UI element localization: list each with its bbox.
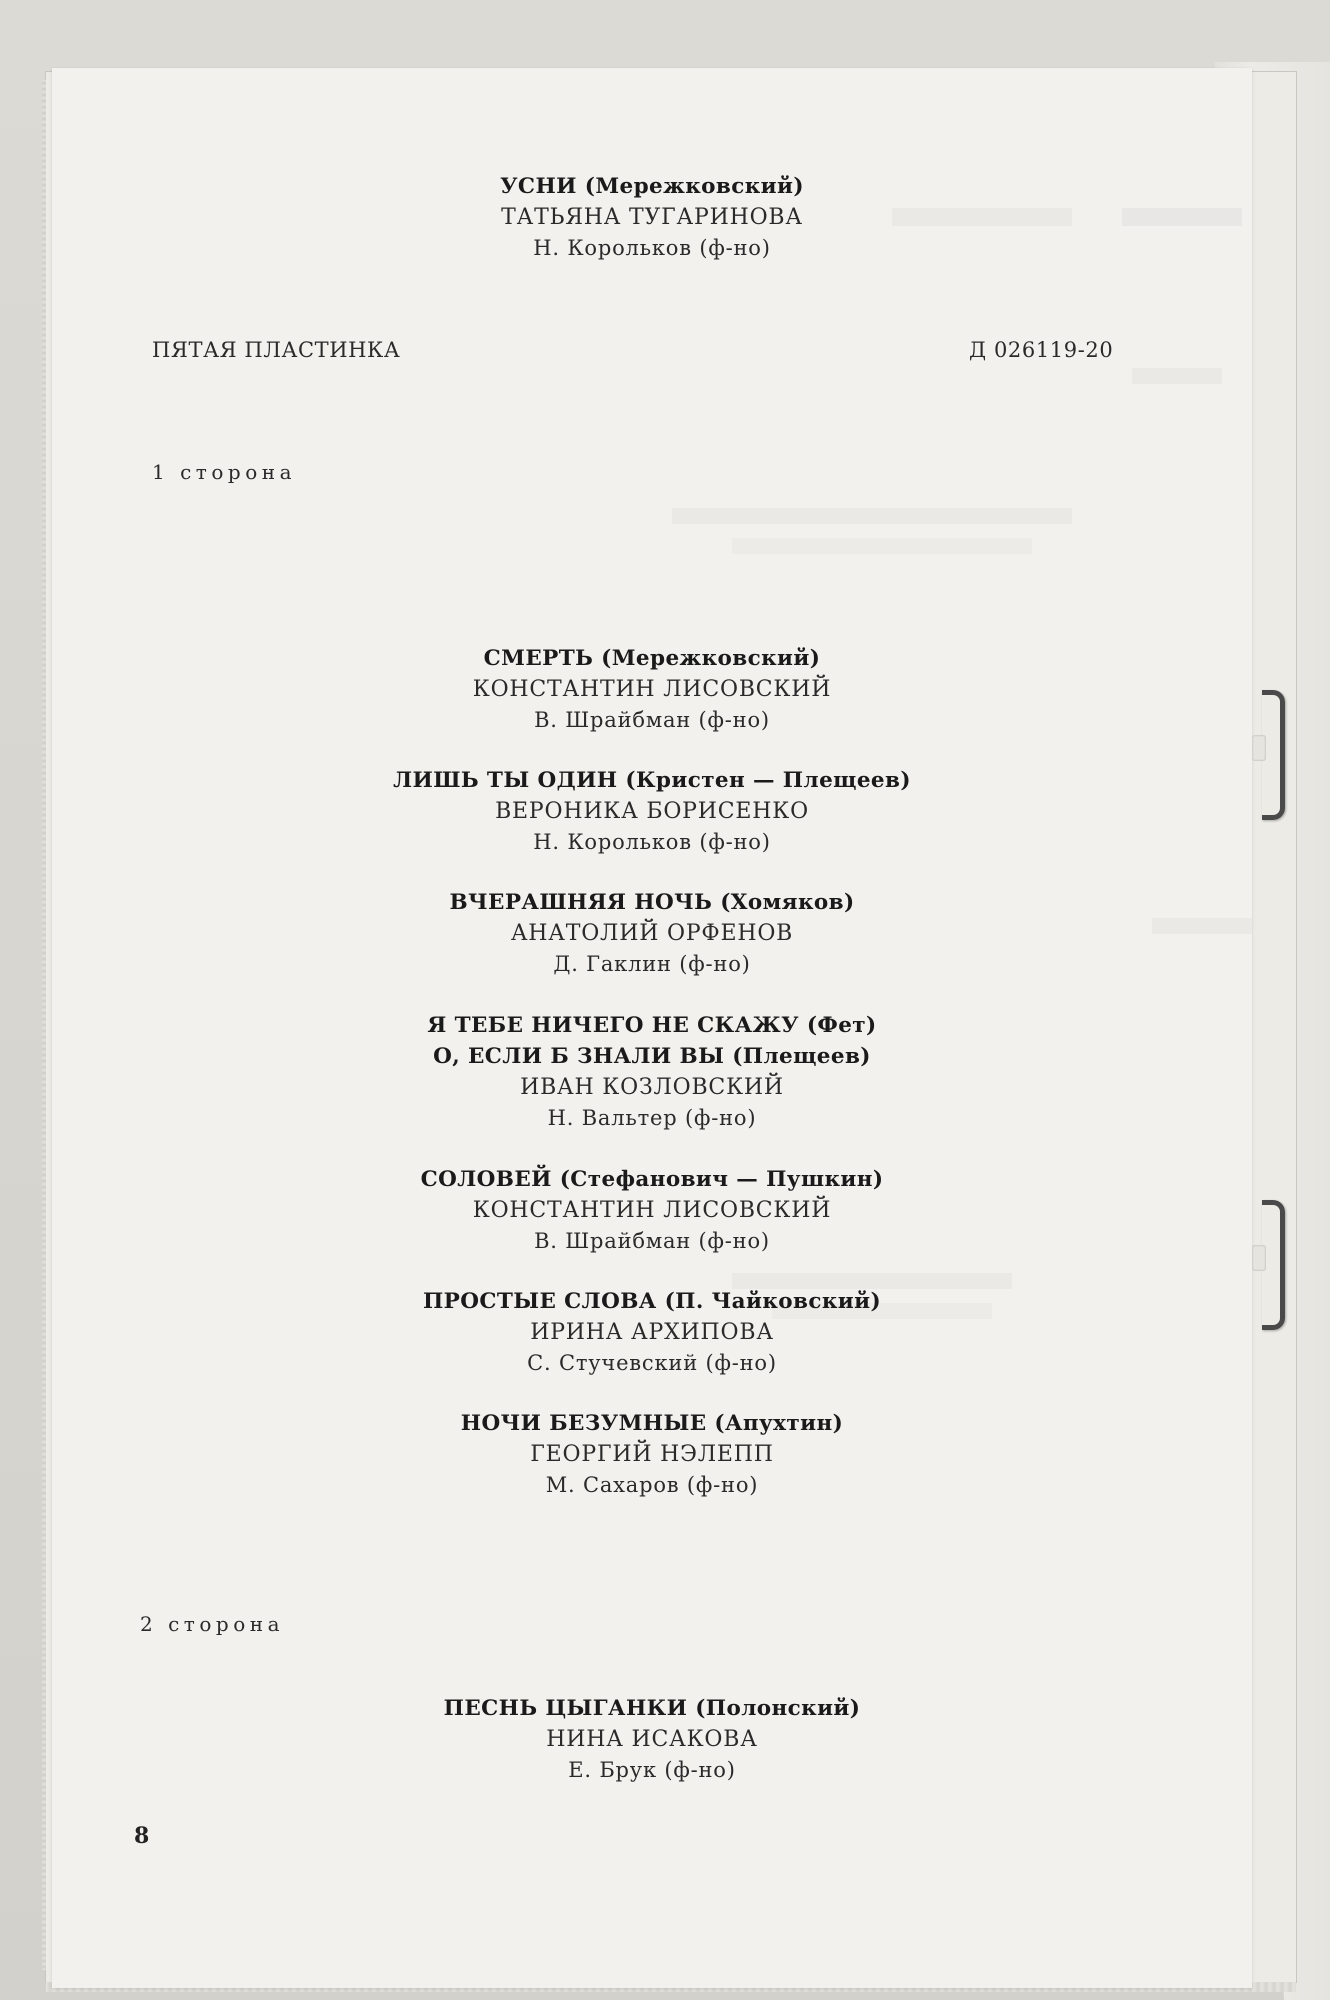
side-1-entry: [52, 1408, 1252, 1501]
performer: АНАТОЛИЙ ОРФЕНОВ: [510, 921, 794, 946]
staple-bottom: [1262, 1200, 1285, 1330]
performer: КОНСТАНТИН ЛИСОВСКИЙ: [472, 677, 832, 702]
accompanist: М. Сахаров (ф-но): [545, 1473, 759, 1497]
side-1-entry: [52, 1286, 1252, 1379]
side-2-label: 2 сторона: [140, 1612, 284, 1636]
page-number: 8: [134, 1823, 150, 1849]
accompanist: Н. Вальтер (ф-но): [547, 1106, 757, 1130]
catalog-number: Д 026119-20: [969, 338, 1114, 362]
song-title: ПЕСНЬ ЦЫГАНКИ (Полонский): [443, 1696, 861, 1721]
performer: КОНСТАНТИН ЛИСОВСКИЙ: [472, 1198, 832, 1223]
staple-top: [1262, 690, 1285, 820]
performer: ИРИНА АРХИПОВА: [530, 1320, 774, 1345]
accompanist: В. Шрайбман (ф-но): [534, 708, 770, 732]
song-title: ПРОСТЫЕ СЛОВА (П. Чайковский): [422, 1289, 882, 1314]
song-title: ЛИШЬ ТЫ ОДИН (Кристен — Плещеев): [393, 768, 911, 793]
accompanist: С. Стучевский (ф-но): [527, 1351, 777, 1375]
side-1-entry: [52, 643, 1252, 736]
performer: ИВАН КОЗЛОВСКИЙ: [520, 1075, 784, 1100]
side-1-entry: [52, 1010, 1252, 1134]
side-2-entry: [52, 1693, 1252, 1786]
accompanist: Е. Брук (ф-но): [568, 1758, 736, 1782]
song-title: УСНИ (Мережковский): [500, 174, 804, 199]
performer: ВЕРОНИКА БОРИСЕНКО: [495, 799, 809, 824]
record-label: ПЯТАЯ ПЛАСТИНКА: [152, 338, 401, 362]
song-title: Я ТЕБЕ НИЧЕГО НЕ СКАЖУ (Фет): [427, 1013, 877, 1038]
side-1-entry: [52, 887, 1252, 980]
performer: НИНА ИСАКОВА: [546, 1727, 758, 1752]
accompanist: Н. Корольков (ф-но): [533, 236, 771, 260]
song-title: ВЧЕРАШНЯЯ НОЧЬ (Хомяков): [449, 890, 855, 915]
side-1-entry: [52, 765, 1252, 858]
side-1-entry: [52, 1164, 1252, 1257]
accompanist: Д. Гаклин (ф-но): [553, 952, 751, 976]
song-title: НОЧИ БЕЗУМНЫЕ (Апухтин): [460, 1411, 844, 1436]
side-1-label: 1 сторона: [152, 460, 296, 484]
song-title: СОЛОВЕЙ (Стефанович — Пушкин): [420, 1167, 884, 1192]
accompanist: Н. Корольков (ф-но): [533, 830, 771, 854]
accompanist: В. Шрайбман (ф-но): [534, 1229, 770, 1253]
performer: ГЕОРГИЙ НЭЛЕПП: [530, 1442, 774, 1467]
song-title: СМЕРТЬ (Мережковский): [483, 646, 821, 671]
top-entry: [52, 171, 1252, 264]
song-title: О, ЕСЛИ Б ЗНАЛИ ВЫ (Плещеев): [433, 1044, 871, 1069]
booklet-page: [52, 68, 1252, 1988]
performer: ТАТЬЯНА ТУГАРИНОВА: [501, 205, 803, 230]
